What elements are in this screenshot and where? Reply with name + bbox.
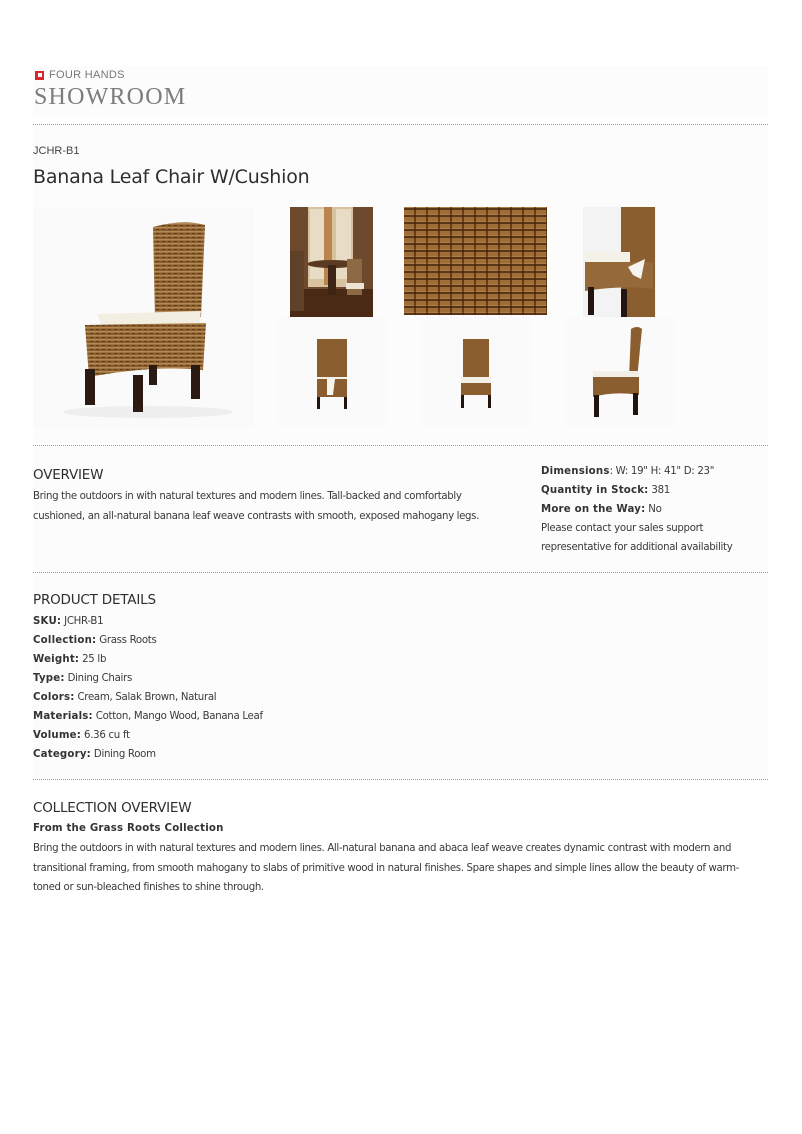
showroom-logo	[33, 66, 768, 116]
back-detail-icon	[583, 207, 656, 317]
collection-line-1: Bring the outdoors in with natural textures and modern lines. All-natural banana and abaca leaf weave creates dynamic contrast with modern and	[33, 843, 732, 854]
divider	[33, 779, 768, 780]
detail-row-type	[33, 669, 263, 688]
collection-subheading-text: From the Grass Roots Collection	[33, 823, 224, 834]
detail-row-volume	[33, 726, 263, 745]
details-list	[33, 612, 263, 764]
availability-note-2: representative for additional availability	[541, 542, 733, 553]
dimensions-value: : W: 19" H: 41" D: 23"	[609, 466, 715, 477]
showroom-wordmark: SHOWROOM	[34, 84, 187, 110]
more-on-way-label: More on the Way:	[541, 504, 646, 515]
chair-illustration-icon	[33, 207, 254, 428]
more-on-way-row	[541, 500, 771, 519]
detail-value: 6.36 cu ft	[81, 730, 130, 741]
collection-heading: COLLECTION OVERVIEW	[33, 800, 192, 816]
front-view-icon	[421, 317, 531, 427]
availability-note-1: Please contact your sales support	[541, 523, 704, 534]
overview-text: Bring the outdoors in with natural textures and modern lines. Tall-backed and comfortably cushioned, an all-natural banana leaf weave contrasts with smooth, exposed mahogany legs.	[33, 491, 480, 522]
detail-label: Materials:	[33, 711, 93, 722]
product-sku: JCHR-B1	[33, 145, 80, 157]
room-scene-icon	[290, 207, 373, 317]
detail-label: Type:	[33, 673, 65, 684]
detail-row-weight	[33, 650, 263, 669]
details-heading: PRODUCT DETAILS	[33, 592, 156, 608]
collection-text	[33, 839, 773, 898]
room-scene-image[interactable]	[290, 207, 373, 317]
main-chair-image[interactable]	[33, 207, 254, 428]
detail-value: Dining Chairs	[64, 673, 132, 684]
detail-label: Colors:	[33, 692, 75, 703]
overview-heading: OVERVIEW	[33, 467, 104, 483]
detail-row-sku	[33, 612, 263, 631]
back-view-icon	[277, 317, 387, 427]
divider	[33, 445, 768, 446]
weave-texture	[404, 207, 547, 315]
collection-line-2: transitional framing, from smooth mahogany to slabs of primitive wood in natural finishes. Spare shapes and simple lines allow the beauty of warm-	[33, 862, 739, 874]
side-view-image[interactable]	[565, 317, 675, 427]
four-hands-square-icon	[35, 71, 44, 80]
availability-block	[541, 462, 771, 557]
detail-value: Grass Roots	[96, 635, 157, 646]
collection-line-3: toned or sun-bleached finishes to shine through.	[33, 882, 264, 893]
stock-value: 381	[648, 485, 670, 496]
more-on-way-value: No	[645, 504, 662, 515]
detail-value: JCHR-B1	[61, 616, 104, 627]
product-title: Banana Leaf Chair W/Cushion	[33, 166, 310, 188]
detail-label: Collection:	[33, 635, 97, 646]
divider	[33, 124, 768, 125]
detail-row-collection	[33, 631, 263, 650]
detail-row-colors	[33, 688, 263, 707]
detail-label: Weight:	[33, 654, 80, 665]
detail-row-materials	[33, 707, 263, 726]
front-view-image[interactable]	[421, 317, 531, 427]
detail-label: Category:	[33, 749, 91, 760]
back-detail-image[interactable]	[583, 207, 656, 317]
stock-row	[541, 481, 771, 500]
brand-name: FOUR HANDS	[49, 69, 125, 81]
detail-value: Cotton, Mango Wood, Banana Leaf	[92, 711, 263, 722]
detail-value: 25 lb	[79, 654, 107, 665]
divider	[33, 572, 768, 573]
back-view-image[interactable]	[277, 317, 387, 427]
detail-label: SKU:	[33, 616, 62, 627]
dimensions-label: Dimensions	[541, 466, 610, 477]
detail-value: Cream, Salak Brown, Natural	[74, 692, 217, 703]
detail-row-category	[33, 745, 263, 764]
brand-row	[35, 69, 125, 81]
weave-closeup-image[interactable]	[404, 207, 547, 315]
detail-value: Dining Room	[90, 749, 156, 760]
collection-subheading	[33, 819, 224, 838]
stock-label: Quantity in Stock:	[541, 485, 649, 496]
dimensions-row	[541, 462, 771, 481]
detail-label: Volume:	[33, 730, 82, 741]
side-view-icon	[565, 317, 675, 427]
